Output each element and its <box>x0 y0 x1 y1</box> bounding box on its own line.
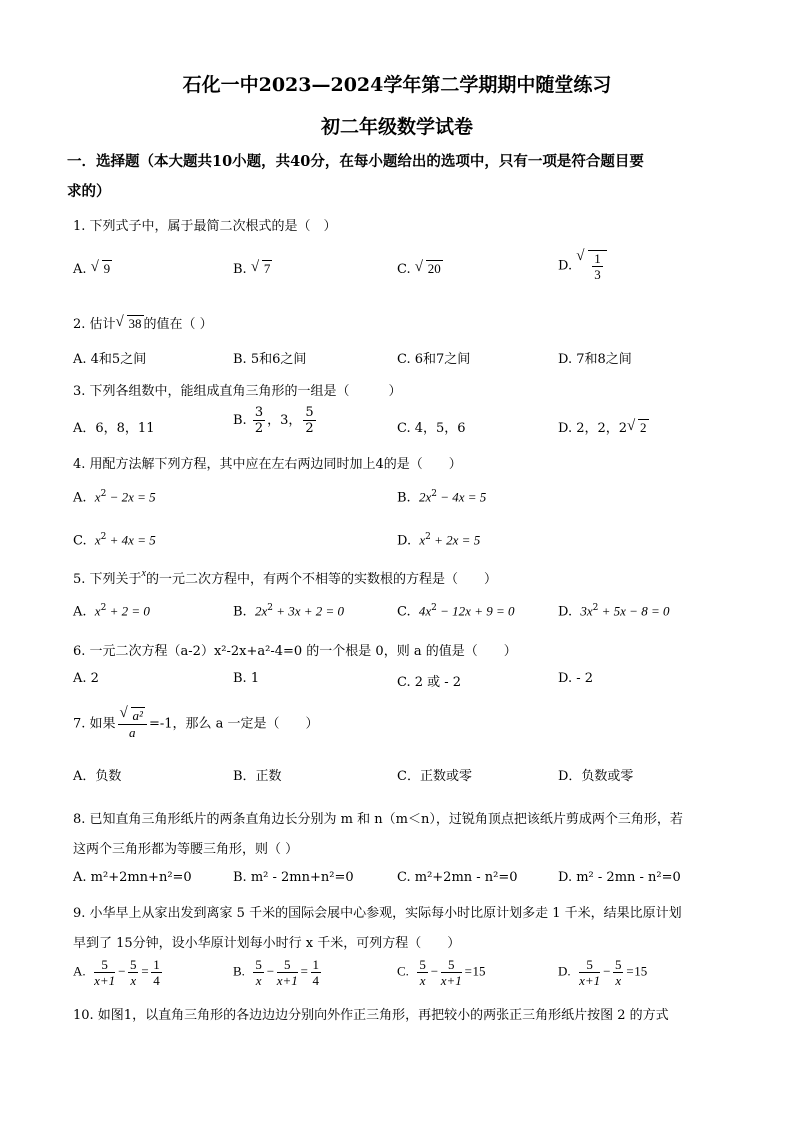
question-3-option-b: B. $\frac{3}{2}$ ，3， $\frac{5}{2}$ <box>233 405 314 436</box>
question-5-stem: 5. 下列关于$^x$的一元二次方程中，有两个不相等的实数根的方程是（ ） <box>73 568 498 587</box>
question-8-stem-line2: 这两个三角形都为等腰三角形，则（ ） <box>73 842 299 857</box>
question-8-option-b: B. m² - 2mn+n²=0 <box>233 870 354 885</box>
question-3-option-c: C. 4，5，6 <box>397 421 466 436</box>
question-2-option-c: C. 6和7之间 <box>397 352 471 367</box>
question-9-stem-line1: 9. 小华早上从家出发到离家 5 千米的国际会展中心参观，实际每小时比原计划多走 1 千米，结果比原计划 <box>73 906 682 921</box>
question-9-option-d: D. $\frac{5}{x+1}$ − $\frac{5}{x}$ =15 <box>558 957 648 988</box>
question-9-option-c: C. $\frac{5}{x}$ − $\frac{5}{x+1}$ =15 <box>397 957 486 988</box>
question-5-option-d: D. $3x^2 + 5x - 8 = 0$ <box>558 603 670 620</box>
question-1-option-d: D. √ $\frac{1}{3}$ <box>558 250 607 282</box>
question-6-option-d: D. - 2 <box>558 671 594 686</box>
section-header-line1: 一．选择题（本大题共10小题，共40分，在每小题给出的选项中，只有一项是符合题目要 <box>67 153 644 170</box>
question-4-option-d: D. $x^2 + 2x = 5$ <box>397 532 481 549</box>
question-3-option-d: D. 2，2，2√ 2 <box>558 417 649 436</box>
question-8-option-c: C. m²+2mn - n²=0 <box>397 870 518 885</box>
question-4-option-b: B. $2x^2 - 4x = 5$ <box>397 489 487 506</box>
exam-subtitle: 初二年级数学试卷 <box>320 116 473 138</box>
question-6-option-a: A. 2 <box>73 671 99 686</box>
question-1-stem: 1. 下列式子中，属于最简二次根式的是（ ） <box>73 219 337 234</box>
question-1-option-c: C. √ 20 <box>397 261 443 277</box>
question-5-option-b: B. $2x^2 + 3x + 2 = 0$ <box>233 603 345 620</box>
question-9-option-a: A. $\frac{5}{x+1}$ − $\frac{5}{x}$ = $\frac{1}{4}$ <box>73 957 160 988</box>
question-3-option-a: A．6，8，11 <box>73 421 155 436</box>
question-10-stem: 10. 如图1，以直角三角形的各边边边分别向外作正三角形，再把较小的两张正三角形纸片按图 2 的方式 <box>73 1008 669 1023</box>
question-8-option-a: A. m²+2mn+n²=0 <box>73 870 192 885</box>
exam-title: 石化一中2023—2024学年第二学期期中随堂练习 <box>182 74 612 96</box>
question-6-option-b: B. 1 <box>233 671 260 686</box>
question-7-option-c: C．正数或零 <box>397 769 472 784</box>
question-7-option-a: A．负数 <box>73 769 122 784</box>
question-7-option-d: D．负数或零 <box>558 769 634 784</box>
question-5-option-c: C. $4x^2 - 12x + 9 = 0$ <box>397 603 515 620</box>
question-2-option-b: B. 5和6之间 <box>233 352 307 367</box>
question-4-stem: 4. 用配方法解下列方程，其中应在左右两边同时加上4的是（ ） <box>73 457 462 472</box>
question-9-option-b: B. $\frac{5}{x}$ − $\frac{5}{x+1}$ = $\frac{1}{4}$ <box>233 957 320 988</box>
question-9-stem-line2: 早到了 15分钟，设小华原计划每小时行 x 千米，可列方程（ ） <box>73 936 461 951</box>
question-8-stem-line1: 8. 已知直角三角形纸片的两条直角边长分别为 m 和 n（m＜n），过锐角顶点把该纸片剪成两个三角形，若 <box>73 812 683 827</box>
question-4-option-a: A. $x^2 - 2x = 5$ <box>73 489 156 506</box>
question-8-option-d: D. m² - 2mn - n²=0 <box>558 870 681 885</box>
question-1-option-a: A. √ 9 <box>73 261 112 277</box>
question-7-option-b: B．正数 <box>233 769 282 784</box>
section-header-line2: 求的） <box>67 183 111 200</box>
question-7-stem: 7. 如果 √ $\frac{\text{a²}}{a}$ =-1，那么 a 一定是（ ） <box>73 708 319 740</box>
question-4-option-c: C. $x^2 + 4x = 5$ <box>73 532 156 549</box>
question-6-option-c: C. 2 或 - 2 <box>397 675 462 690</box>
question-5-option-a: A. $x^2 + 2 = 0$ <box>73 603 150 620</box>
question-2-option-a: A. 4和5之间 <box>73 352 147 367</box>
question-6-stem: 6. 一元二次方程（a-2）x²-2x+a²-4=0 的一个根是 0，则 a 的值是（ ） <box>73 644 517 659</box>
question-2-option-d: D. 7和8之间 <box>558 352 632 367</box>
question-3-stem: 3. 下列各组数中，能组成直角三角形的一组是（ ） <box>73 384 402 399</box>
question-1-option-b: B. √ 7 <box>233 261 272 277</box>
question-2-stem: 2. 估计√ 38 的值在（ ） <box>73 313 213 332</box>
